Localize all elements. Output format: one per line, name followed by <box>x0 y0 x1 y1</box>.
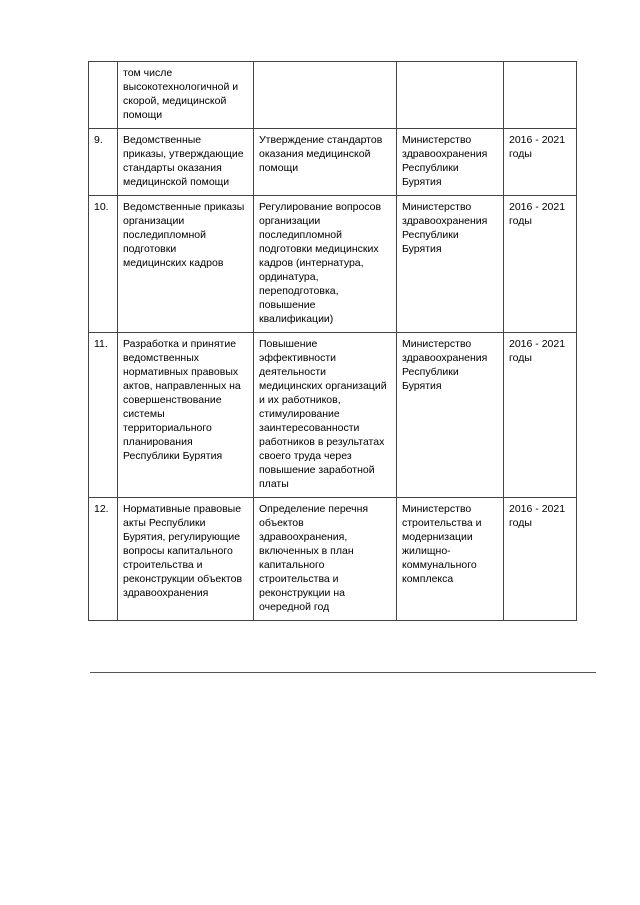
document-name: Нормативные правовые акты Республики Бурятия, регулирующие вопросы капитального строительства и реконструкции объектов здравоохранения <box>123 503 243 599</box>
row-number-cell <box>89 333 118 498</box>
term-cell <box>504 333 577 498</box>
table-row <box>89 62 577 129</box>
document-name: Ведомственные приказы, утверждающие стандарты оказания медицинской помощи <box>123 134 244 188</box>
document-name: Ведомственные приказы организации последипломной подготовки медицинских кадров <box>123 201 245 269</box>
term-cell <box>504 62 577 129</box>
term-text: 2016 - 2021 годы <box>509 503 566 529</box>
term-text: 2016 - 2021 годы <box>509 134 566 160</box>
document-name: Разработка и принятие ведомственных нормативных правовых актов, направленных на совершенствование системы территориального планирования Республики Бурятия <box>123 338 241 462</box>
row-number-cell <box>89 498 118 621</box>
purpose-text: Повышение эффективности деятельности медицинских организаций и их работников, стимулирование заинтересованности работников в результатах своего труда через повышение заработной платы <box>259 338 387 490</box>
document-cell <box>118 196 254 333</box>
responsible-cell <box>397 333 504 498</box>
purpose-cell <box>254 333 397 498</box>
term-cell <box>504 196 577 333</box>
row-number: 11. <box>94 338 108 350</box>
document-cell <box>118 62 254 129</box>
row-number-cell <box>89 62 118 129</box>
term-cell <box>504 498 577 621</box>
purpose-cell <box>254 498 397 621</box>
purpose-text: Регулирование вопросов организации последипломной подготовки медицинских кадров (интернатура, ординатура, переподготовка, повышение квалификации) <box>259 201 382 325</box>
purpose-cell <box>254 129 397 196</box>
responsible-executor: Министерство строительства и модернизации жилищно- коммунального комплекса <box>402 503 482 585</box>
responsible-cell <box>397 129 504 196</box>
purpose-cell <box>254 196 397 333</box>
purpose-cell <box>254 62 397 129</box>
term-text: 2016 - 2021 годы <box>509 201 566 227</box>
purpose-text: Определение перечня объектов здравоохранения, включенных в план капитального строительства и реконструкции на очередной год <box>259 503 369 613</box>
row-number-cell <box>89 129 118 196</box>
table-row <box>89 498 577 621</box>
term-text: 2016 - 2021 годы <box>509 338 566 364</box>
document-cell <box>118 333 254 498</box>
responsible-cell <box>397 62 504 129</box>
measures-table <box>88 61 577 621</box>
table-row <box>89 333 577 498</box>
row-number: 9. <box>94 134 103 146</box>
purpose-text: Утверждение стандартов оказания медицинской помощи <box>259 134 383 174</box>
row-number: 10. <box>94 201 109 213</box>
row-number-cell <box>89 196 118 333</box>
responsible-executor: Министерство здравоохранения Республики Бурятия <box>402 201 488 255</box>
responsible-executor: Министерство здравоохранения Республики Бурятия <box>402 134 488 188</box>
row-number: 12. <box>94 503 109 515</box>
document-cell <box>118 129 254 196</box>
document-cell <box>118 498 254 621</box>
responsible-executor: Министерство здравоохранения Республики Бурятия <box>402 338 488 392</box>
table-row <box>89 196 577 333</box>
term-cell <box>504 129 577 196</box>
responsible-cell <box>397 196 504 333</box>
table-row <box>89 129 577 196</box>
document-name: том числе высокотехнологичной и скорой, медицинской помощи <box>123 67 239 121</box>
responsible-cell <box>397 498 504 621</box>
footnote-separator-line <box>90 672 596 673</box>
